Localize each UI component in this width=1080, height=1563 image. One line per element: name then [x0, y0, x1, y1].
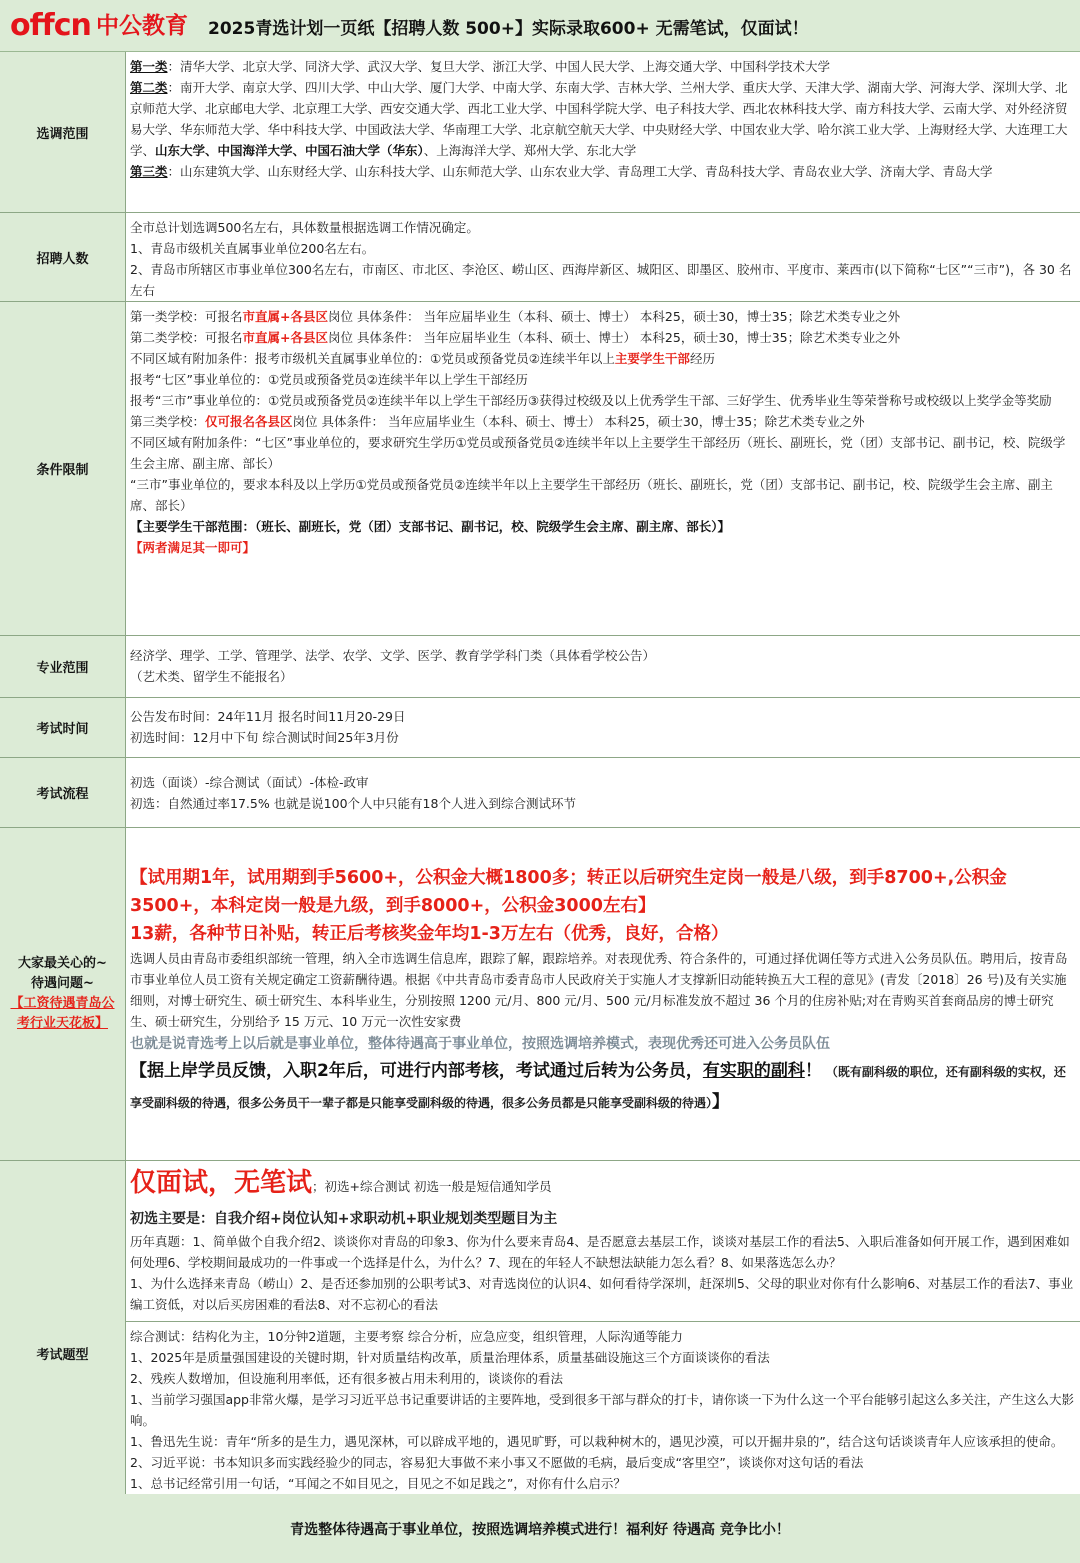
benefits-label-line: 大家最关心的~	[18, 956, 107, 971]
cond-note: 【两者满足其一即可】	[130, 540, 256, 555]
promotion-highlight: 有实职的副科	[702, 1061, 805, 1081]
offcn-logo	[10, 8, 195, 44]
benefits-label-line: 待遇问题~	[31, 976, 94, 991]
row-content	[126, 1161, 1080, 1546]
page-title: 2025青选计划一页纸【招聘人数 500+】实际录取600+ 无需笔试，仅面试！	[208, 19, 809, 39]
row-content	[126, 636, 1080, 697]
cond-highlight: 市直属+各县区	[242, 309, 328, 324]
row-scope	[0, 52, 1080, 213]
cond-text: 不同区域有附加条件：报考市级机关直属事业单位的：①党员或预备党员②连续半年以上	[130, 351, 615, 366]
logo-cn: 中公教育	[96, 13, 188, 39]
quota-line: 全市总计划选调500名左右，具体数量根据选调工作情况确定。	[130, 220, 479, 235]
promotion-detail: （既有副科级的职位，还有副科级的实权，还享受副科级的待遇，很多公务员干一辈子都是只能享受副科级的待遇，很多公务员都是只能享受副科级的待遇）	[130, 1065, 1066, 1110]
process-line: 初选（面谈）-综合测试（面试）-体检-政审	[130, 775, 369, 790]
cond-line: 报考“三市”事业单位的：①党员或预备党员②连续半年以上学生干部经历③获得过校级及以上优秀学生干部、三好学生、优秀毕业生等荣誉称号或校级以上奖学金等奖励	[130, 393, 1052, 408]
cat2-label: 第二类	[130, 80, 168, 95]
test-line: 综合测试：结构化为主，10分钟2道题，主要考察 综合分析，应急应变，组织管理，人际沟通等能力	[130, 1329, 683, 1344]
time-line: 公告发布时间：24年11月 报名时间11月20-29日	[130, 709, 406, 724]
test-line: 1、总书记经常引用一句话，“耳闻之不如目见之，目见之不如足践之”，对你有什么启示？	[130, 1476, 626, 1491]
cond-text: 第一类学校：可报名	[130, 309, 243, 324]
logo-en: offcn	[10, 8, 91, 43]
cat1-text: ：清华大学、北京大学、同济大学、武汉大学、复旦大学、浙江大学、中国人民大学、上海交通大学、中国科学技术大学	[167, 59, 831, 74]
row-questions	[0, 1161, 1080, 1546]
row-label: 条件限制	[0, 302, 126, 635]
row-label: 考试流程	[0, 758, 126, 827]
cat2-text: ：南开大学、南京大学、四川大学、中山大学、厦门大学、中南大学、东南大学、吉林大学、兰州大学、重庆大学、天津大学、湖南大学、河海大学、深圳大学、北京师范大学、北京邮电大学、北京理工大学、西安交通大学、西北工业大学、中国科学院大学、电子科技大学、西北农林科技大学、南方科技大学、云南大学、对外经济贸易大学、华东师范大学、华中科技大学、中国政法大学、华南理工大学、北京航空航天大学、中央财经大学、中国农业大学、哈尔滨工业大学、上海财经大学、大连理工大学、	[130, 80, 1068, 158]
row-content	[126, 52, 1080, 212]
cond-line: “三市”事业单位的，要求本科及以上学历①党员或预备党员②连续半年以上主要学生干部经历（班长、副班长，党（团）支部书记、副书记，校、院级学生会主席、副主席、部长）	[130, 477, 1053, 513]
divider	[126, 1321, 1080, 1322]
cat1-label: 第一类	[130, 59, 168, 74]
benefits-paragraph: 选调人员由青岛市委组织部统一管理，纳入全市选调生信息库，跟踪了解，跟踪培养。对表现优秀、符合条件的，可通过择优调任等方式进入公务员队伍。聘用后，按青岛市事业单位人员工资有关规定确定工资薪酬待遇。根据《中共青岛市委青岛市人民政府关于实施人才支撑新旧动能转换五大工程的意见》(青发〔2018〕26 号)及有关实施细则，对博士研究生、硕士研究生、本科毕业生，分别按照 1200 元/月、800 元/月、500 元/月标准发放不超过 36 个月的住房补贴;对在青购买首套商品房的博士研究生、硕士研究生，分别给予 15 万元、10 万元一次性安家费	[130, 951, 1068, 1029]
majors-line: （艺术类、留学生不能报名）	[130, 669, 293, 684]
question-list: 1、为什么选择来青岛（崂山）2、是否还参加别的公职考试3、对青选岗位的认识4、如何看待学深圳，赶深圳5、父母的职业对你有什么影响6、对基层工作的看法7、事业编工资低，对以后买房困难的看法8、对不忘初心的看法	[130, 1276, 1074, 1312]
test-line: 2、残疾人数增加，但设施利用率低，还有很多被占用未利用的，谈谈你的看法	[130, 1371, 563, 1386]
row-content	[126, 213, 1080, 301]
row-label: 考试题型	[0, 1161, 126, 1546]
time-line: 初选时间：12月中下旬 综合测试时间25年3月份	[130, 730, 399, 745]
test-line: 1、当前学习强国app非常火爆，是学习习近平总书记重要讲话的主要阵地，受到很多干部与群众的打卡，请你谈一下为什么这一个平台能够引起这么多关注，产生这么大影响。	[130, 1392, 1074, 1428]
cond-highlight: 主要学生干部	[614, 351, 690, 366]
promotion-note: 【据上岸学员反馈，入职2年后，可进行内部考核，考试通过后转为公务员，	[130, 1061, 703, 1081]
quota-line: 2、青岛市所辖区市事业单位300名左右，市南区、市北区、李沧区、崂山区、西海岸新区、城阳区、即墨区、胶州市、平度市、莱西市(以下简称“七区”“三市”)，各 30 名左右	[130, 262, 1072, 298]
benefits-summary: 也就是说青选考上以后就是事业单位，整体待遇高于事业单位，按照选调培养模式，表现优秀还可进入公务员队伍	[130, 1036, 830, 1052]
test-line: 1、2025年是质量强国建设的关键时期，针对质量结构改革，质量治理体系，质量基础设施这三个方面谈谈你的看法	[130, 1350, 770, 1365]
majors-line: 经济学、理学、工学、管理学、法学、农学、文学、医学、教育学学科门类（具体看学校公告）	[130, 648, 656, 663]
row-process	[0, 758, 1080, 828]
row-label: 选调范围	[0, 52, 126, 212]
test-line: 2、习近平说：书本知识多而实践经验少的同志，容易犯大事做不来小事又不愿做的毛病，最后变成“客里空”，谈谈你对这句话的看法	[130, 1455, 864, 1470]
cat2-highlight: 山东大学、中国海洋大学、中国石油大学（华东）	[155, 143, 424, 158]
test-line: 1、鲁迅先生说：青年“所多的是生力，遇见深林，可以辟成平地的，遇见旷野，可以栽种树木的，遇见沙漠，可以开掘井泉的”，结合这句话谈谈青年人应该承担的使命。	[130, 1434, 1064, 1449]
cond-text: 经历	[689, 351, 715, 366]
cond-text: 岗位 具体条件： 当年应届毕业生（本科、硕士、博士） 本科25，硕士30，博士35；除艺术类专业之外	[292, 414, 865, 429]
row-conditions	[0, 302, 1080, 636]
process-line: 初选：自然通过率17.5% 也就是说100个人中只能有18个人进入到综合测试环节	[130, 796, 576, 811]
row-majors	[0, 636, 1080, 698]
cond-text: 第二类学校：可报名	[130, 330, 243, 345]
cond-text: 岗位 具体条件： 当年应届毕业生（本科、硕士、博士） 本科25，硕士30，博士35；除艺术类专业之外	[328, 330, 901, 345]
row-label	[0, 828, 126, 1160]
cond-line: 【主要学生干部范围：（班长、副班长，党（团）支部书记、副书记，校、院级学生会主席、副主席、部长）】	[130, 519, 731, 534]
row-label: 专业范围	[0, 636, 126, 697]
row-benefits	[0, 828, 1080, 1161]
row-content	[126, 828, 1080, 1160]
row-content	[126, 698, 1080, 757]
row-time	[0, 698, 1080, 758]
cond-highlight: 市直属+各县区	[242, 330, 328, 345]
footer-banner: 青选整体待遇高于事业单位，按照选调培养模式进行！福利好 待遇高 竞争比小！	[0, 1494, 1080, 1563]
row-label: 考试时间	[0, 698, 126, 757]
row-label: 招聘人数	[0, 213, 126, 301]
row-content	[126, 758, 1080, 827]
benefits-label-highlight: 【工资待遇青岛公考行业天花板】	[10, 996, 115, 1031]
row-quota	[0, 213, 1080, 302]
cond-text: 岗位 具体条件： 当年应届毕业生（本科、硕士、博士） 本科25，硕士30，博士35；除艺术类专业之外	[328, 309, 901, 324]
quota-line: 1、青岛市级机关直属事业单位200名左右。	[130, 241, 375, 256]
cond-text: 第三类学校：	[130, 414, 206, 429]
promotion-mark: ！	[804, 1061, 822, 1081]
interview-note: ；初选+综合测试 初选一般是短信通知学员	[312, 1179, 552, 1194]
row-content	[126, 302, 1080, 635]
cond-highlight: 仅可报名各县区	[205, 414, 293, 429]
salary-highlight: 【试用期1年，试用期到手5600+，公积金大概1800多；转正以后研究生定岗一般是八级，到手8700+,公积金3500+，本科定岗一般是九级，到手8000+，公积金3000左右】	[130, 868, 1007, 916]
bonus-highlight: 13薪，各种节日补贴，转正后考核奖金年均1-3万左右（优秀，良好，合格）	[130, 924, 729, 944]
cat3-label: 第三类	[130, 164, 168, 179]
header-bar	[0, 0, 1080, 52]
cat3-text: ：山东建筑大学、山东财经大学、山东科技大学、山东师范大学、山东农业大学、青岛理工大学、青岛科技大学、青岛农业大学、济南大学、青岛大学	[167, 164, 993, 179]
cond-line: 报考“七区”事业单位的：①党员或预备党员②连续半年以上学生干部经历	[130, 372, 528, 387]
first-round-focus: 初选主要是：自我介绍+岗位认知+求职动机+职业规划类型题目为主	[130, 1211, 558, 1227]
question-list: 历年真题：1、简单做个自我介绍2、谈谈你对青岛的印象3、你为什么要来青岛4、是否愿意去基层工作，谈谈对基层工作的看法5、入职后准备如何开展工作，遇到困难如何处理6、学校期间最成功的一件事或一个选择是什么，为什么？7、现在的年轻人不缺想法缺能力怎么看？8、如果落选怎么办？	[130, 1234, 1070, 1270]
cat2-text-end: 、上海海洋大学、郑州大学、东北大学	[423, 143, 637, 158]
cond-line: 不同区域有附加条件：“七区”事业单位的，要求研究生学历①党员或预备党员②连续半年以上主要学生干部经历（班长、副班长，党（团）支部书记、副书记，校、院级学生会主席、副主席、部长）	[130, 435, 1066, 471]
promotion-close: 】	[712, 1092, 730, 1112]
interview-only: 仅面试，无笔试	[130, 1168, 313, 1198]
